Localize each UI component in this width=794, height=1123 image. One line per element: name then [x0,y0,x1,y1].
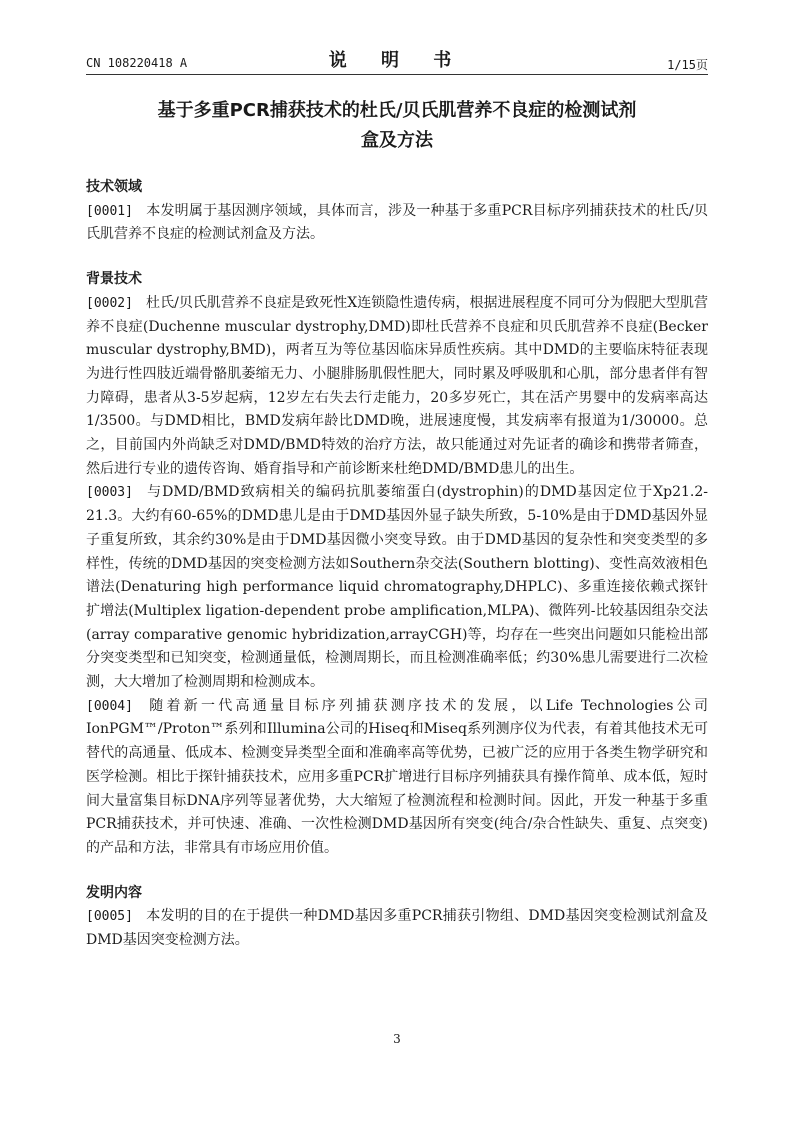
page-indicator: 1/15页 [667,58,708,72]
document-body [86,176,708,953]
paragraph-text: 与DMD/BMD致病相关的编码抗肌萎缩蛋白(dystrophin)的DMD基因定位于Xp21.2-21.3。大约有60-65%的DMD患儿是由于DMD基因外显子缺失所致，5-10%是由于DMD基因外显子重复所致，其余约30%是由于DMD基因微小突变导致。由于DMD基因的复杂性和突变类型的多样性，传统的DMD基因的突变检测方法如Southern杂交法(Southern blotting)、变性高效液相色谱法(Denaturing high performance liquid chromatography,DHPLC)、多重连接依赖式探针扩增法(Multiplex ligation-dependent probe amplification,MLPA)、微阵列-比较基因组杂交法(array comparative genomic hybridization,arrayCGH)等，均存在一些突出问题如只能检出部分突变类型和已知突变，检测通量低，检测周期长，而且检测准确率低；约30%患儿需要进行二次检测，大大增加了检测周期和检测成本。 [86,484,708,691]
paragraph-number: [0002] [86,295,133,311]
paragraph-number: [0003] [86,485,133,501]
paragraph-0001 [86,200,708,247]
paragraph-text: 杜氏/贝氏肌营养不良症是致死性X连锁隐性遗传病，根据进展程度不同可分为假肥大型肌营养不良症(Duchenne muscular dystrophy,DMD)即杜氏营养不良症和贝氏肌营养不良症(Becker muscular dystrophy,BMD)，两者互为等位基因临床异质性疾病。其中DMD的主要临床特征表现为进行性四肢近端骨骼肌萎缩无力、小腿腓肠肌假性肥大，同时累及呼吸肌和心肌，部分患者伴有智力障碍，患者从3-5岁起病，12岁左右失去行走能力，20多岁死亡，其在活产男婴中的发病率高达1/3500。与DMD相比，BMD发病年龄比DMD晚，进展速度慢，其发病率有报道为1/30000。总之，目前国内外尚缺乏对DMD/BMD特效的治疗方法，故只能通过对先证者的确诊和携带者筛查，然后进行专业的遗传咨询、婚育指导和产前诊断来杜绝DMD/BMD患儿的出生。 [86,294,708,477]
paragraph-number: [0001] [86,203,133,219]
paragraph-0004 [86,695,708,861]
paragraph-0003 [86,481,708,694]
paragraph-number: [0004] [86,698,133,714]
section-heading-background: 背景技术 [86,271,142,288]
paragraph-text: 随着新一代高通量目标序列捕获测序技术的发展，以Life Technologies公司IonPGM™/Proton™系列和Illumina公司的Hiseq和Miseq系列测序仪为代表，有着其他技术无可替代的高通量、低成本、检测变异类型全面和准确率高等优势，已被广泛的应用于各类生物学研究和医学检测。相比于探针捕获技术，应用多重PCR扩增进行目标序列捕获具有操作简单、成本低，短时间大量富集目标DNA序列等显著优势，大大缩短了检测流程和检测时间。因此，开发一种基于多重PCR捕获技术，并可快速、准确、一次性检测DMD基因所有突变(纯合/杂合性缺失、重复、点突变)的产品和方法，非常具有市场应用价值。 [86,697,708,856]
header-rule [86,74,708,75]
title-line-2: 盒及方法 [361,130,433,151]
paragraph-0002 [86,292,708,482]
paragraph-number: [0005] [86,909,133,925]
paragraph-0005 [86,905,708,952]
page-header [86,44,708,74]
title-line-1: 基于多重PCR捕获技术的杜氏/贝氏肌营养不良症的检测试剂 [157,100,637,121]
paragraph-text: 本发明属于基因测序领域，具体而言，涉及一种基于多重PCR目标序列捕获技术的杜氏/贝氏肌营养不良症的检测试剂盒及方法。 [86,202,708,243]
section-heading-tech-field: 技术领域 [86,179,142,195]
section-title: 说 明 书 [328,50,466,71]
document-title [86,96,708,156]
section-heading-invention: 发明内容 [86,884,142,901]
paragraph-text: 本发明的目的在于提供一种DMD基因多重PCR捕获引物组、DMD基因突变检测试剂盒及DMD基因突变检测方法。 [86,908,708,949]
page-number: 3 [393,1032,401,1046]
patent-number: CN 108220418 A [86,56,188,70]
